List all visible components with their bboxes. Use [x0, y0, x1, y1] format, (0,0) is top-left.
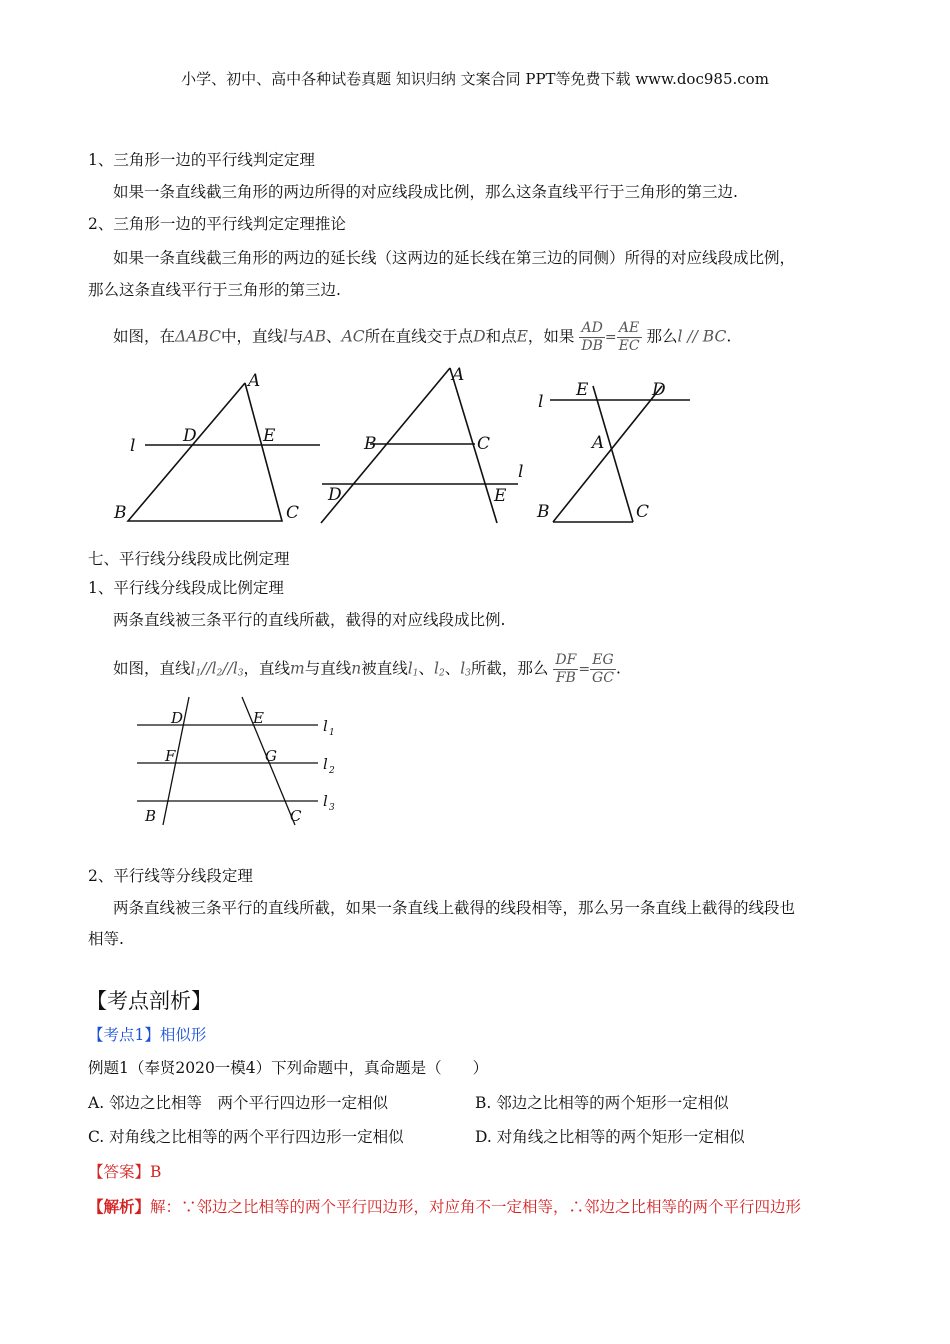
option-c: C. 对角线之比相等的两个平行四边形一定相似: [88, 1128, 404, 1146]
paragraph: 那么这条直线平行于三角形的第三边.: [88, 281, 341, 299]
label-e: E: [263, 426, 276, 446]
paragraph: 如果一条直线截三角形的两边的延长线（这两边的延长线在第三边的同侧）所得的对应线段成比例，: [113, 249, 796, 267]
section-title: 七、平行线分线段成比例定理: [88, 550, 290, 568]
svg-text:l: l: [518, 462, 524, 482]
svg-text:D: D: [171, 709, 184, 727]
option-d: D. 对角线之比相等的两个矩形一定相似: [475, 1128, 745, 1146]
answer: 【答案】B: [88, 1163, 162, 1181]
svg-text:D: D: [652, 380, 666, 400]
svg-text:E: E: [494, 486, 507, 506]
svg-text:l: l: [323, 755, 328, 773]
svg-text:B: B: [364, 434, 377, 454]
label-c: C: [286, 503, 300, 523]
section-title: 1、三角形一边的平行线判定定理: [88, 151, 315, 169]
figure-1: [113, 371, 320, 523]
svg-text:1: 1: [329, 728, 335, 738]
section-title: 2、平行线等分线段定理: [88, 867, 253, 885]
svg-text:l: l: [323, 792, 328, 810]
svg-text:C: C: [290, 807, 302, 825]
svg-text:2: 2: [329, 766, 335, 776]
svg-text:B: B: [537, 502, 550, 522]
fraction-df-fb: $\frac{DF}{FB}$: [555, 652, 577, 686]
svg-text:C: C: [477, 434, 491, 454]
topic-tag: 【考点1】相似形: [88, 1026, 207, 1044]
paragraph: 如果一条直线截三角形的两边所得的对应线段成比例，那么这条直线平行于三角形的第三边.: [113, 183, 738, 201]
question: 例题1（奉贤2020一模4）下列命题中，真命题是（ ）: [88, 1059, 489, 1077]
paragraph: 两条直线被三条平行的直线所截，如果一条直线上截得的线段相等，那么另一条直线上截得的线段也: [113, 899, 796, 917]
svg-text:l: l: [538, 392, 544, 412]
example-line: 如图，直线$l_1//l_2//l_3$，直线m与直线n被直线$l_1$、$l_2$、$l_3$所截，那么 $\frac{DF}{FB}$ = $\frac{EG}{GC}$ .: [113, 652, 621, 686]
page-header: 小学、初中、高中各种试卷真题 知识归纳 文案合同 PPT等免费下载 www.doc985.com: [181, 70, 769, 88]
section-title: 1、平行线分线段成比例定理: [88, 579, 284, 597]
paragraph: 相等.: [88, 930, 124, 948]
svg-text:B: B: [145, 807, 157, 825]
example-line: 如图，在ΔABC中，直线l与AB、AC所在直线交于点D和点E，如果 $\frac{AD}{DB}$ = $\frac{AE}{EC}$ 那么l // BC.: [113, 320, 732, 354]
svg-text:A: A: [592, 433, 605, 453]
svg-text:D: D: [328, 485, 342, 505]
label-b: B: [114, 503, 127, 523]
svg-text:A: A: [452, 365, 465, 385]
svg-text:E: E: [576, 380, 589, 400]
section-heading: 【考点剖析】: [86, 989, 212, 1013]
option-b: B. 邻边之比相等的两个矩形一定相似: [475, 1094, 729, 1112]
svg-text:l: l: [323, 717, 328, 735]
parallel-lines-figure: [125, 695, 355, 835]
label-a: A: [248, 371, 261, 391]
fraction-eg-gc: $\frac{EG}{GC}$: [592, 652, 614, 686]
svg-text:G: G: [265, 747, 277, 765]
label-l: l: [130, 436, 136, 456]
fraction-ad-db: $\frac{AD}{DB}$: [581, 320, 603, 354]
triangle-figures: [100, 360, 720, 530]
option-a: A. 邻边之比相等 两个平行四边形一定相似: [88, 1094, 389, 1112]
section-title: 2、三角形一边的平行线判定定理推论: [88, 215, 346, 233]
svg-text:3: 3: [329, 803, 335, 813]
fraction-ae-ec: $\frac{AE}{EC}$: [618, 320, 640, 354]
figure-2: [321, 365, 523, 523]
paragraph: 两条直线被三条平行的直线所截，截得的对应线段成比例.: [113, 611, 506, 629]
svg-text:E: E: [253, 709, 264, 727]
figure-3: [536, 380, 690, 522]
label-d: D: [183, 426, 197, 446]
svg-text:F: F: [165, 747, 176, 765]
svg-text:C: C: [636, 502, 650, 522]
analysis: 【解析】解：∵邻边之比相等的两个平行四边形，对应角不一定相等，∴邻边之比相等的两个平行四边形: [88, 1197, 802, 1216]
